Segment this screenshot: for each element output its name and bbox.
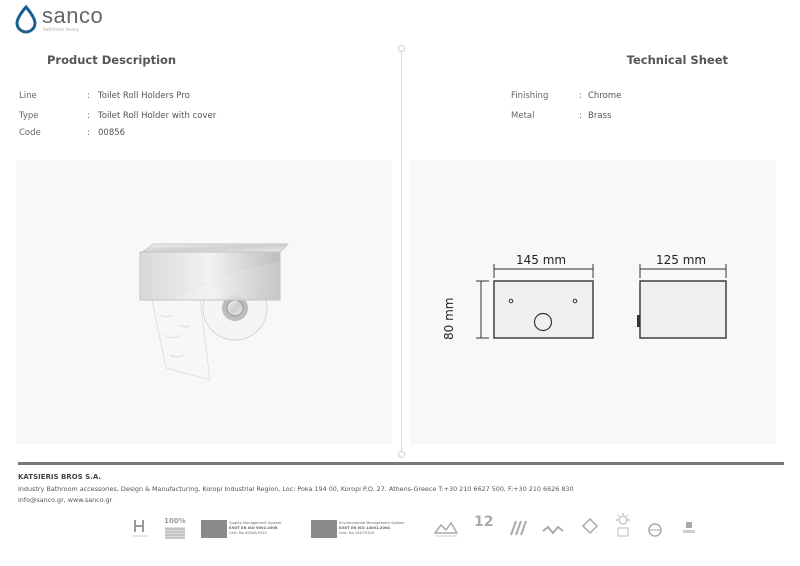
brand-name: sanco <box>42 3 104 28</box>
factory-icon <box>433 517 459 539</box>
divider-bottom-dot <box>398 451 405 458</box>
finishing-colon: : <box>579 91 582 101</box>
finishing-label: Finishing <box>511 91 549 101</box>
line-colon: : <box>87 91 90 101</box>
hundred-percent-greek-badge: 100% <box>164 517 186 525</box>
divider-top-dot <box>398 45 405 52</box>
footer-rule <box>18 462 784 465</box>
type-colon: : <box>87 111 90 121</box>
type-value: Toilet Roll Holder with cover <box>98 111 217 121</box>
hotel-icon <box>132 517 150 539</box>
iso9001-line1: Quality Management System <box>229 521 282 525</box>
product-description-heading: Product Description <box>47 53 177 67</box>
metal-label: Metal <box>511 111 535 121</box>
stripes-icon <box>507 517 527 539</box>
brand-tagline: bathroom heavy <box>43 27 79 33</box>
sun-icon <box>613 512 633 540</box>
wave-icon <box>541 519 565 539</box>
toilet-roll-holder-image <box>130 240 290 385</box>
company-name: KATSIERIS BROS S.A. <box>18 473 102 481</box>
line-value: Toilet Roll Holders Pro <box>98 91 190 101</box>
depth-dimension: 125 mm <box>656 253 707 267</box>
line-label: Line <box>19 91 37 101</box>
center-divider <box>401 48 402 454</box>
recycle-arrow-icon <box>580 516 600 538</box>
iso14001-line2: ΕΛΟΤ EN ISO 14001:2004 <box>339 526 390 530</box>
technical-sheet-heading: Technical Sheet <box>626 53 728 67</box>
height-dimension: 80 mm <box>442 297 456 340</box>
iso14001-eu-badge-icon <box>311 520 337 538</box>
company-address: Industry Bathroom accessories, Design & Manufacturing, Koropi Industrial Region, Loc: Poka 194 00, Koropi P.O. 27. Athens-Greece T:+30 210 6627 500, F:+30 210 6626 830 <box>18 485 574 493</box>
code-colon: : <box>87 128 90 138</box>
code-label: Code <box>19 128 41 138</box>
nano-icon <box>680 518 698 540</box>
iso9001-line2: ΕΛΟΤ EN ISO 9001:2008 <box>229 526 278 530</box>
iso14001-line3: Cert. No 1447/2010 <box>339 531 375 535</box>
twelve-years-badge: 12 <box>474 514 494 530</box>
iso9001-line3: Cert. No 00000/2010 <box>229 531 267 535</box>
sanco-logo-drop-icon <box>12 4 40 34</box>
iso14001-line1: Environmental Management System <box>339 521 405 525</box>
finishing-value: Chrome <box>588 91 622 101</box>
width-dimension: 145 mm <box>516 253 567 267</box>
metal-value: Brass <box>588 111 612 121</box>
greek-flag-icon <box>165 527 185 539</box>
globe-icon <box>646 521 664 539</box>
metal-colon: : <box>579 111 582 121</box>
code-value: 00856 <box>98 128 126 138</box>
type-label: Type <box>19 111 39 121</box>
iso9001-eu-badge-icon <box>201 520 227 538</box>
company-contact: info@sanco.gr, www.sanco.gr <box>18 496 113 504</box>
